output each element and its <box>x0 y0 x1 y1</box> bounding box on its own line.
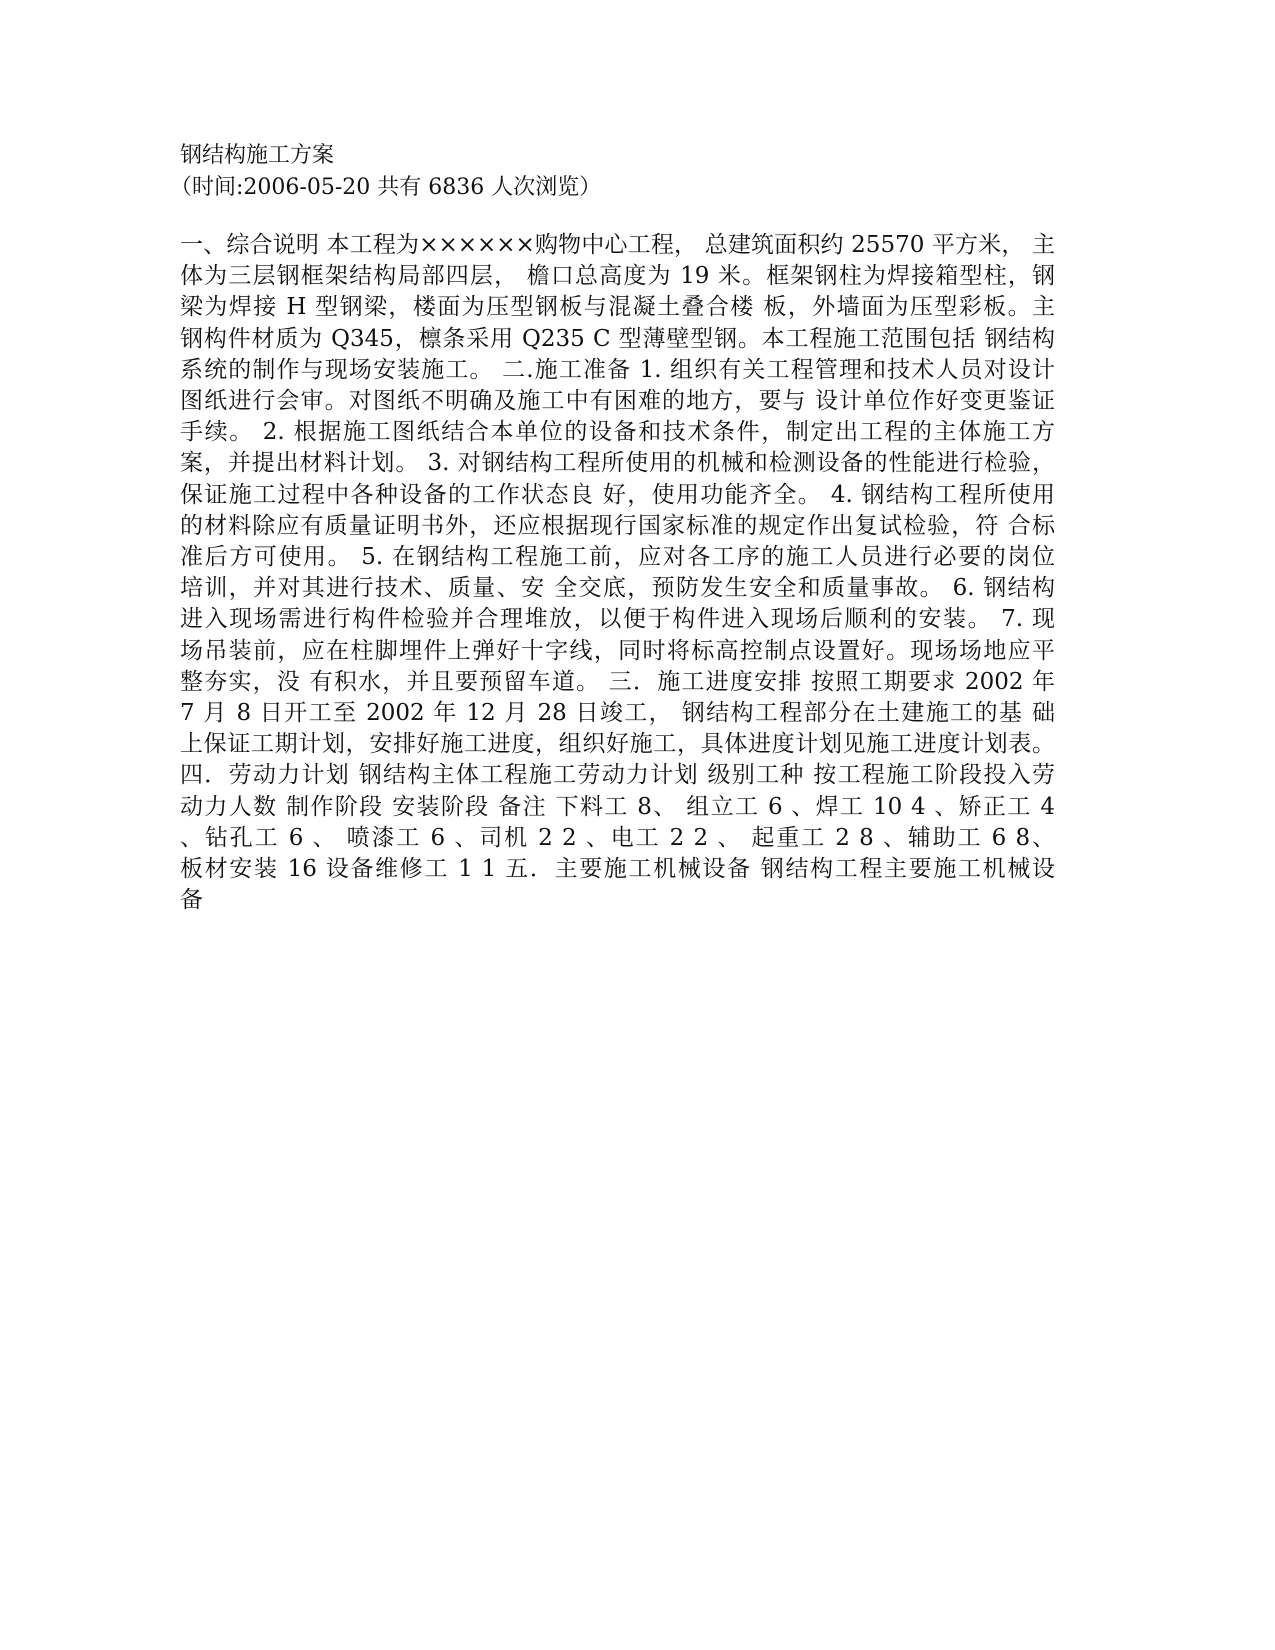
body-line: 案，并提出材料计划。 3. 对钢结构工程所使用的机械和检测设备的性能进行检验， <box>180 450 1055 477</box>
body-line: 进入现场需进行构件检验并合理堆放，以便于构件进入现场后顺利的安装。 7. 现 <box>180 606 1055 633</box>
body-line: 动力人数 制作阶段 安装阶段 备注 下料工 8、 组立工 6 、焊工 10 4 、矫正工 4 <box>180 793 1055 820</box>
document-body <box>180 230 1055 916</box>
body-line: 钢构件材质为 Q345，檩条采用 Q235 C 型薄壁型钢。本工程施工范围包括 钢结构 <box>180 325 1055 352</box>
body-line: 梁为焊接 H 型钢梁，楼面为压型钢板与混凝土叠合楼 板，外墙面为压型彩板。主 <box>180 294 1055 321</box>
body-line: 整夯实，没 有积水，并且要预留车道。 三．施工进度安排 按照工期要求 2002 年 <box>180 668 1055 695</box>
body-line: 保证施工过程中各种设备的工作状态良 好，使用功能齐全。 4. 钢结构工程所使用 <box>180 481 1055 508</box>
body-line: 上保证工期计划，安排好施工进度，组织好施工，具体进度计划见施工进度计划表。 <box>180 731 1055 758</box>
body-line: 培训，并对其进行技术、质量、安 全交底，预防发生安全和质量事故。 6. 钢结构 <box>180 575 1055 602</box>
body-line: 备 <box>180 887 203 914</box>
body-line: 的材料除应有质量证明书外，还应根据现行国家标准的规定作出复试检验，符 合标 <box>180 512 1055 539</box>
document-title: 钢结构施工方案 <box>180 143 335 168</box>
body-line: 图纸进行会审。对图纸不明确及施工中有困难的地方，要与 设计单位作好变更鉴证 <box>180 388 1055 415</box>
body-line: 、钻孔工 6 、 喷漆工 6 、司机 2 2 、电工 2 2 、 起重工 2 8 、辅助工 6 8、 <box>180 824 1055 851</box>
body-line: 准后方可使用。 5. 在钢结构工程施工前，应对各工序的施工人员进行必要的岗位 <box>180 544 1055 571</box>
body-line: 场吊装前，应在柱脚埋件上弹好十字线，同时将标高控制点设置好。现场场地应平 <box>180 637 1055 664</box>
body-line: 系统的制作与现场安装施工。 二.施工准备 1. 组织有关工程管理和技术人员对设计 <box>180 356 1055 383</box>
body-line: 体为三层钢框架结构局部四层， 檐口总高度为 19 米。框架钢柱为焊接箱型柱，钢 <box>180 263 1055 290</box>
body-line: 7 月 8 日开工至 2002 年 12 月 28 日竣工， 钢结构工程部分在土建施工的基 础 <box>180 700 1055 727</box>
document-page <box>170 140 1055 916</box>
body-line: 板材安装 16 设备维修工 1 1 五．主要施工机械设备 钢结构工程主要施工机械设 <box>180 856 1055 883</box>
body-line: 手续。 2. 根据施工图纸结合本单位的设备和技术条件，制定出工程的主体施工方 <box>180 419 1055 446</box>
document-meta: （时间:2006-05-20 共有 6836 人次浏览） <box>170 175 602 200</box>
body-line: 四．劳动力计划 钢结构主体工程施工劳动力计划 级别工种 按工程施工阶段投入劳 <box>180 762 1055 789</box>
body-line: 一、综合说明 本工程为××××××购物中心工程， 总建筑面积约 25570 平方米， 主 <box>180 232 1055 258</box>
